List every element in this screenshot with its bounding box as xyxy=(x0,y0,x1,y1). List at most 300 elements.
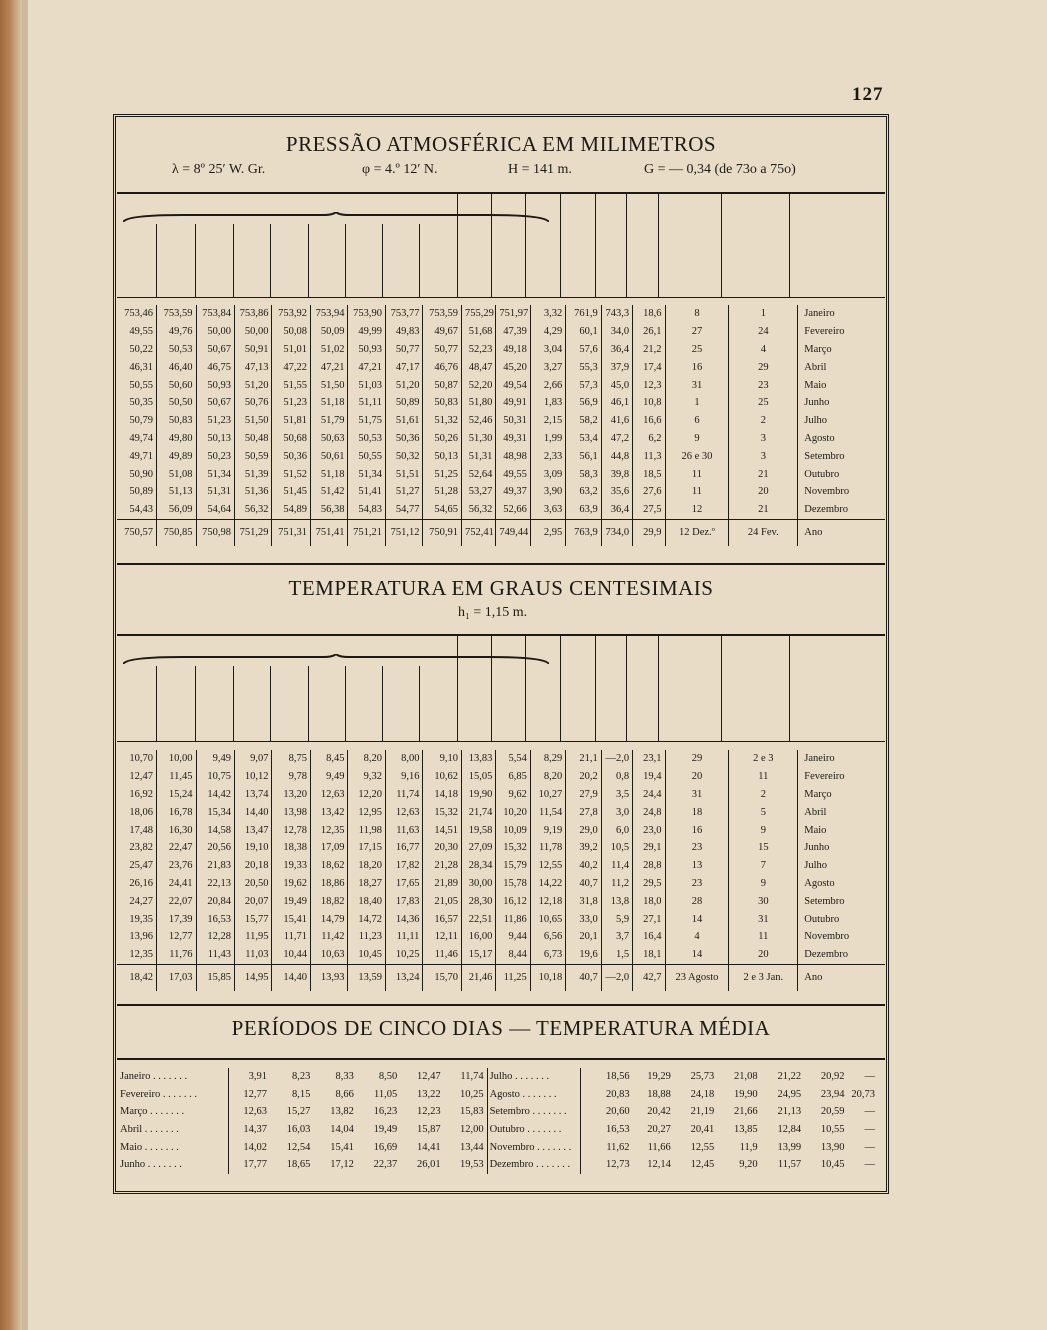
cell-hour-9: 11,71 xyxy=(272,928,311,946)
cell-variacao-media: 4,29 xyxy=(530,323,565,341)
cell-hour-12: 17,82 xyxy=(385,857,422,875)
table-row xyxy=(117,341,885,359)
cell-media: 14,51 xyxy=(423,821,462,839)
cell-media: 50,83 xyxy=(423,394,462,412)
cell-data-maxima: 20 xyxy=(665,768,729,786)
header-hour-12 xyxy=(382,666,419,741)
cell-hour-7: 50,00 xyxy=(196,323,235,341)
cell-hour-7: 50,67 xyxy=(196,394,235,412)
cell-hour-6: 22,47 xyxy=(157,839,197,857)
cell-hour-11: 751,21 xyxy=(348,519,385,546)
cell-hour-9: 13,98 xyxy=(272,803,311,821)
cell-variacao-media: 14,22 xyxy=(530,875,565,893)
cell-minima-media: 52,66 xyxy=(496,501,530,519)
header-hour-9 xyxy=(270,224,308,297)
header-data-maxima xyxy=(658,636,721,741)
cell-variacao-maxima: 11,3 xyxy=(633,447,665,465)
cell-hour-5: 54,43 xyxy=(129,504,153,516)
cell-year: Ano xyxy=(798,964,885,991)
cell-data-minima: 3 xyxy=(729,447,798,465)
cell-maxima-absoluta: 56,1 xyxy=(566,447,601,465)
cell-minima-media: 45,20 xyxy=(496,358,530,376)
cell-minima-media: 10,20 xyxy=(496,803,530,821)
header-maxima-media xyxy=(457,636,491,741)
cell-variacao-media: 6,56 xyxy=(530,928,565,946)
header-maxima-absoluta xyxy=(560,194,595,297)
cell-minima-absoluta: 0,8 xyxy=(601,768,632,786)
cell-hour-11: 11,23 xyxy=(348,928,385,946)
cell-variacao-maxima: 6,2 xyxy=(633,430,665,448)
cell-hour-5: 19,35 xyxy=(129,913,153,925)
header-variacao-maxima xyxy=(626,636,658,741)
cell-data-maxima: 27 xyxy=(665,323,729,341)
cell-data-minima: 11 xyxy=(729,768,798,786)
cell-maxima-absoluta: 39,2 xyxy=(566,839,601,857)
cell-hour-11: 17,15 xyxy=(348,839,385,857)
cell-hour-9: 14,40 xyxy=(272,964,311,991)
cell-data-maxima: 1 xyxy=(665,394,729,412)
cell-data-maxima: 12 xyxy=(665,501,729,519)
cell-hour-9: 51,23 xyxy=(272,394,311,412)
cell-hour-6: 10,00 xyxy=(157,750,197,768)
cell-hour-9: 50,36 xyxy=(272,447,311,465)
cell-data-minima: 15 xyxy=(729,839,798,857)
cell-hour-6: 11,76 xyxy=(157,946,197,964)
table-row-ano xyxy=(117,519,885,546)
period-value: 21,22 xyxy=(777,1071,802,1083)
cell-hour-11: 753,90 xyxy=(348,305,385,323)
cell-data-maxima: 14 xyxy=(665,946,729,964)
cell-variacao-media: 8,20 xyxy=(530,768,565,786)
cell-data-minima: 7 xyxy=(729,857,798,875)
cell-media: 20,30 xyxy=(423,839,462,857)
cell-minima-media: 9,62 xyxy=(496,786,530,804)
cell-hour-6: 50,50 xyxy=(157,394,197,412)
period-value: 19,29 xyxy=(647,1071,671,1083)
cell-data-maxima: 16 xyxy=(665,358,729,376)
period-value: 20,92 xyxy=(820,1071,845,1083)
cell-variacao-media: 11,54 xyxy=(530,803,565,821)
cell-data-minima: 23 xyxy=(729,376,798,394)
cell-minima-media: 9,44 xyxy=(496,928,530,946)
cell-data-minima: 20 xyxy=(729,946,798,964)
cell-hour-12: 13,24 xyxy=(385,964,422,991)
cell-media: 50,77 xyxy=(423,341,462,359)
period-value: 12,73 xyxy=(580,1156,632,1174)
cell-hour-8: 14,95 xyxy=(235,964,272,991)
cell-minima-absoluta: —2,0 xyxy=(601,964,632,991)
cell-minima-absoluta: 13,8 xyxy=(601,892,632,910)
cell-hour-5: 16,92 xyxy=(129,788,153,800)
cell-maxima-media: 22,51 xyxy=(461,910,495,928)
cell-maxima-media: 15,17 xyxy=(461,946,495,964)
cell-maxima-absoluta: 58,2 xyxy=(566,412,601,430)
header-minima-media xyxy=(491,194,525,297)
cell-minima-absoluta: 47,2 xyxy=(601,430,632,448)
cell-hour-7: 21,83 xyxy=(196,857,235,875)
period-value: 20,41 xyxy=(690,1124,715,1136)
header-data-minima xyxy=(721,636,789,741)
cell-hour-6: 50,53 xyxy=(157,341,197,359)
cell-maxima-media: 16,00 xyxy=(461,928,495,946)
cell-maxima-absoluta: 55,3 xyxy=(566,358,601,376)
header-hour-12 xyxy=(382,224,419,297)
cell-data-maxima: 25 xyxy=(665,341,729,359)
cell-media: 50,87 xyxy=(423,376,462,394)
period-value: — xyxy=(864,1106,875,1118)
cell-minima-media: 15,78 xyxy=(496,875,530,893)
cell-maxima-media: 53,27 xyxy=(461,483,495,501)
header-hour-11 xyxy=(345,666,382,741)
pressao-longitude: λ = 8º 25′ W. Gr. xyxy=(172,162,266,177)
month-label: Abril . . . . . . . xyxy=(120,1124,179,1136)
cell-data-minima: 2 xyxy=(729,412,798,430)
period-value: 3,91 xyxy=(229,1068,270,1086)
cell-maxima-media: 52,23 xyxy=(461,341,495,359)
cell-maxima-absoluta: 31,8 xyxy=(566,892,601,910)
cell-media: 51,28 xyxy=(423,483,462,501)
cell-hour-7: 22,13 xyxy=(196,875,235,893)
cell-hour-7: 46,75 xyxy=(196,358,235,376)
cell-hour-9: 9,78 xyxy=(272,768,311,786)
cell-data-minima: 21 xyxy=(729,465,798,483)
cell-minima-media: 15,32 xyxy=(496,839,530,857)
cell-variacao-media: 3,27 xyxy=(530,358,565,376)
pressao-column-header xyxy=(117,194,885,298)
table-row xyxy=(117,768,885,786)
cell-maxima-media: 19,90 xyxy=(461,786,495,804)
cell-hour-11: 12,95 xyxy=(348,803,385,821)
cell-data-maxima: 11 xyxy=(665,483,729,501)
cell-variacao-media: 3,32 xyxy=(530,305,565,323)
period-value: 19,90 xyxy=(734,1088,758,1100)
header-minima-absoluta xyxy=(595,194,626,297)
cell-hour-5: 50,79 xyxy=(129,415,153,427)
temperatura-table xyxy=(117,750,885,991)
cell-maxima-absoluta: 58,3 xyxy=(566,465,601,483)
cell-variacao-maxima: 18,1 xyxy=(633,946,665,964)
cell-variacao-maxima: 26,1 xyxy=(633,323,665,341)
period-value: 12,47 xyxy=(417,1071,441,1083)
cell-data-minima: 31 xyxy=(729,910,798,928)
cell-hour-10: 56,38 xyxy=(310,501,347,519)
cell-hour-7: 16,53 xyxy=(196,910,235,928)
cell-variacao-maxima: 29,9 xyxy=(633,519,665,546)
cell-maxima-absoluta: 40,7 xyxy=(566,875,601,893)
cell-data-minima: 2 xyxy=(729,786,798,804)
cell-hour-5: 13,96 xyxy=(129,931,153,943)
cell-media: 51,25 xyxy=(423,465,462,483)
cell-minima-absoluta: 36,4 xyxy=(601,501,632,519)
cell-data-maxima: 31 xyxy=(665,786,729,804)
cell-hour-9: 51,01 xyxy=(272,341,311,359)
cell-hour-10: 753,94 xyxy=(310,305,347,323)
cell-media: 21,89 xyxy=(423,875,462,893)
cell-variacao-media: 9,19 xyxy=(530,821,565,839)
period-value: 12,00 xyxy=(459,1124,484,1136)
cell-hour-5: 12,35 xyxy=(129,949,153,961)
cell-data-minima: 9 xyxy=(729,821,798,839)
cell-hour-11: 10,45 xyxy=(348,946,385,964)
cell-minima-absoluta: 3,0 xyxy=(601,803,632,821)
period-value: 24,95 xyxy=(777,1088,802,1100)
pressao-latitude: φ = 4.º 12′ N. xyxy=(362,162,438,177)
cell-hour-12: 47,17 xyxy=(385,358,422,376)
period-value: 20,42 xyxy=(647,1106,671,1118)
cell-hour-8: 50,59 xyxy=(235,447,272,465)
cell-hour-8: 11,95 xyxy=(235,928,272,946)
cell-variacao-maxima: 27,5 xyxy=(633,501,665,519)
period-value: 12,23 xyxy=(417,1106,441,1118)
cell-maxima-absoluta: 763,9 xyxy=(566,519,601,546)
header-data-minima xyxy=(721,194,789,297)
period-value: 10,45 xyxy=(820,1159,845,1171)
cell-hour-12: 51,61 xyxy=(385,412,422,430)
cell-hour-12: 50,89 xyxy=(385,394,422,412)
cell-variacao-media: 10,27 xyxy=(530,786,565,804)
cell-hour-10: 13,42 xyxy=(310,803,347,821)
period-value: 20,83 xyxy=(580,1086,632,1104)
cell-hour-10: 751,41 xyxy=(310,519,347,546)
cell-hour-6: 56,09 xyxy=(157,501,197,519)
cell-hour-11: 50,55 xyxy=(348,447,385,465)
cell-data-maxima: 14 xyxy=(665,910,729,928)
header-hour-10 xyxy=(308,666,345,741)
table-row xyxy=(117,430,885,448)
period-value: — xyxy=(864,1124,875,1136)
cell-hour-11: 8,20 xyxy=(348,750,385,768)
cell-hour-10: 11,42 xyxy=(310,928,347,946)
cell-maxima-media: 56,32 xyxy=(461,501,495,519)
period-value: 19,53 xyxy=(459,1159,484,1171)
cell-hour-6: 16,30 xyxy=(157,821,197,839)
cell-hour-11: 51,41 xyxy=(348,483,385,501)
cell-hour-10: 17,09 xyxy=(310,839,347,857)
cell-hour-6: 17,03 xyxy=(157,964,197,991)
cell-hour-10: 51,79 xyxy=(310,412,347,430)
cell-hour-8: 50,00 xyxy=(235,323,272,341)
cell-maxima-absoluta: 20,1 xyxy=(566,928,601,946)
cell-hour-10: 13,93 xyxy=(310,964,347,991)
period-value: 14,02 xyxy=(229,1138,270,1156)
cell-minima-absoluta: 36,4 xyxy=(601,341,632,359)
pressao-bottom-rule xyxy=(117,563,885,565)
period-value: 13,99 xyxy=(777,1141,802,1153)
cell-hour-8: 13,74 xyxy=(235,786,272,804)
cell-maxima-absoluta: 60,1 xyxy=(566,323,601,341)
cell-hour-12: 51,20 xyxy=(385,376,422,394)
cell-minima-media: 50,31 xyxy=(496,412,530,430)
header-hour-7 xyxy=(195,666,233,741)
cell-data-minima: 2 e 3 xyxy=(729,750,798,768)
cell-hour-6: 46,40 xyxy=(157,358,197,376)
period-value: 20,59 xyxy=(820,1106,845,1118)
cell-hour-10: 51,42 xyxy=(310,483,347,501)
period-value: 12,63 xyxy=(229,1103,270,1121)
cell-hour-10: 12,63 xyxy=(310,786,347,804)
cell-hour-8: 14,40 xyxy=(235,803,272,821)
period-value: 14,04 xyxy=(330,1124,354,1136)
cell-hour-12: 9,16 xyxy=(385,768,422,786)
cell-hour-11: 51,75 xyxy=(348,412,385,430)
cell-hour-10: 18,62 xyxy=(310,857,347,875)
period-value: 13,82 xyxy=(330,1106,354,1118)
period-value: 13,22 xyxy=(417,1088,441,1100)
month-label: Fevereiro . . . . . . . xyxy=(120,1088,197,1100)
period-value: 26,01 xyxy=(417,1159,441,1171)
cell-hour-8: 51,36 xyxy=(235,483,272,501)
cell-hour-7: 54,64 xyxy=(196,501,235,519)
cell-data-minima: 4 xyxy=(729,341,798,359)
cell-hour-8: 20,18 xyxy=(235,857,272,875)
pressao-altitude: H = 141 m. xyxy=(508,162,572,177)
periodos-top-rule xyxy=(117,1058,885,1060)
cell-data-minima: 11 xyxy=(729,928,798,946)
header-variacao-media xyxy=(525,636,560,741)
cell-variacao-maxima: 10,8 xyxy=(633,394,665,412)
cell-year: Ano xyxy=(798,519,885,546)
cell-media: 15,32 xyxy=(423,803,462,821)
table-row xyxy=(117,323,885,341)
cell-maxima-absoluta: 57,6 xyxy=(566,341,601,359)
cell-year: Abril xyxy=(798,358,885,376)
cell-variacao-maxima: 27,1 xyxy=(633,910,665,928)
cell-hour-7: 15,34 xyxy=(196,803,235,821)
cell-hour-10: 47,21 xyxy=(310,358,347,376)
cell-minima-absoluta: 10,5 xyxy=(601,839,632,857)
cell-hour-8: 15,77 xyxy=(235,910,272,928)
cell-minima-absoluta: 3,7 xyxy=(601,928,632,946)
cell-variacao-maxima: 42,7 xyxy=(633,964,665,991)
cell-media: 15,70 xyxy=(423,964,462,991)
period-value: 25,73 xyxy=(690,1071,715,1083)
cell-hour-11: 50,93 xyxy=(348,341,385,359)
cell-maxima-absoluta: 27,9 xyxy=(566,786,601,804)
cell-data-maxima: 4 xyxy=(665,928,729,946)
table-row xyxy=(117,875,885,893)
cell-variacao-maxima: 12,3 xyxy=(633,376,665,394)
cell-maxima-absoluta: 761,9 xyxy=(566,305,601,323)
cell-maxima-absoluta: 29,0 xyxy=(566,821,601,839)
cell-hour-9: 13,20 xyxy=(272,786,311,804)
cell-year: Outubro xyxy=(798,465,885,483)
cell-hour-10: 51,02 xyxy=(310,341,347,359)
cell-maxima-media: 15,05 xyxy=(461,768,495,786)
period-value: — xyxy=(864,1159,875,1171)
cell-hour-12: 753,77 xyxy=(385,305,422,323)
table-row xyxy=(118,1138,878,1156)
cell-maxima-media: 21,46 xyxy=(461,964,495,991)
cell-variacao-media: 3,63 xyxy=(530,501,565,519)
cell-minima-absoluta: 44,8 xyxy=(601,447,632,465)
header-hour-6 xyxy=(156,224,195,297)
cell-hour-9: 18,38 xyxy=(272,839,311,857)
table-row xyxy=(117,483,885,501)
cell-variacao-maxima: 17,4 xyxy=(633,358,665,376)
cell-year: Dezembro xyxy=(798,501,885,519)
cell-hour-11: 14,72 xyxy=(348,910,385,928)
periodos-table xyxy=(118,1068,886,1174)
cell-hour-8: 10,12 xyxy=(235,768,272,786)
cell-minima-absoluta: 41,6 xyxy=(601,412,632,430)
cell-hour-8: 47,13 xyxy=(235,358,272,376)
period-value: 10,25 xyxy=(459,1088,484,1100)
cell-minima-media: 8,44 xyxy=(496,946,530,964)
cell-hour-7: 50,67 xyxy=(196,341,235,359)
cell-hour-9: 19,62 xyxy=(272,875,311,893)
cell-media: 9,10 xyxy=(423,750,462,768)
cell-hour-5: 18,42 xyxy=(117,964,157,991)
cell-variacao-maxima: 19,4 xyxy=(633,768,665,786)
cell-maxima-media: 13,83 xyxy=(461,750,495,768)
cell-hour-5: 753,46 xyxy=(124,308,153,320)
cell-hour-7: 51,34 xyxy=(196,465,235,483)
cell-data-maxima: 11 xyxy=(665,465,729,483)
cell-hour-9: 51,81 xyxy=(272,412,311,430)
cell-maxima-absoluta: 33,0 xyxy=(566,910,601,928)
cell-media: 54,65 xyxy=(423,501,462,519)
period-value: 8,23 xyxy=(292,1071,311,1083)
cell-hour-11: 51,03 xyxy=(348,376,385,394)
cell-data-minima: 9 xyxy=(729,875,798,893)
cell-minima-media: 48,98 xyxy=(496,447,530,465)
cell-hour-9: 12,78 xyxy=(272,821,311,839)
header-minima-absoluta xyxy=(595,636,626,741)
table-row xyxy=(117,910,885,928)
cell-hour-6: 22,07 xyxy=(157,892,197,910)
cell-variacao-media: 1,83 xyxy=(530,394,565,412)
cell-maxima-media: 19,58 xyxy=(461,821,495,839)
cell-hour-6: 49,80 xyxy=(157,430,197,448)
cell-minima-media: 49,91 xyxy=(496,394,530,412)
header-variacao-maxima xyxy=(626,194,658,297)
cell-year: Agosto xyxy=(798,430,885,448)
cell-maxima-absoluta: 56,9 xyxy=(566,394,601,412)
cell-hour-9: 50,08 xyxy=(272,323,311,341)
table-row xyxy=(118,1121,878,1139)
cell-variacao-media: 12,18 xyxy=(530,892,565,910)
cell-hour-11: 18,20 xyxy=(348,857,385,875)
cell-data-maxima: 16 xyxy=(665,821,729,839)
cell-data-minima: 20 xyxy=(729,483,798,501)
cell-variacao-media: 2,15 xyxy=(530,412,565,430)
pressao-title: PRESSÃO ATMOSFÉRICA EM MILIMETROS xyxy=(285,132,717,156)
cell-maxima-absoluta: 63,9 xyxy=(566,501,601,519)
table-row-ano xyxy=(117,964,885,991)
cell-hour-10: 10,63 xyxy=(310,946,347,964)
cell-hour-12: 49,83 xyxy=(385,323,422,341)
header-hour-10 xyxy=(308,224,345,297)
cell-hour-7: 50,13 xyxy=(196,430,235,448)
cell-year: Novembro xyxy=(798,483,885,501)
cell-minima-absoluta: 11,4 xyxy=(601,857,632,875)
table-row xyxy=(117,786,885,804)
cell-hour-9: 19,33 xyxy=(272,857,311,875)
cell-hour-6: 24,41 xyxy=(157,875,197,893)
cell-hour-11: 18,40 xyxy=(348,892,385,910)
cell-data-maxima: 9 xyxy=(665,430,729,448)
cell-hour-6: 51,13 xyxy=(157,483,197,501)
cell-minima-media: 49,18 xyxy=(496,341,530,359)
cell-hour-9: 10,44 xyxy=(272,946,311,964)
cell-maxima-media: 27,09 xyxy=(461,839,495,857)
cell-hour-10: 50,63 xyxy=(310,430,347,448)
cell-maxima-absoluta: 19,6 xyxy=(566,946,601,964)
cell-hour-5: 18,06 xyxy=(129,806,153,818)
period-value: 21,66 xyxy=(734,1106,758,1118)
cell-year: Janeiro xyxy=(798,750,885,768)
period-value: 16,03 xyxy=(286,1124,311,1136)
